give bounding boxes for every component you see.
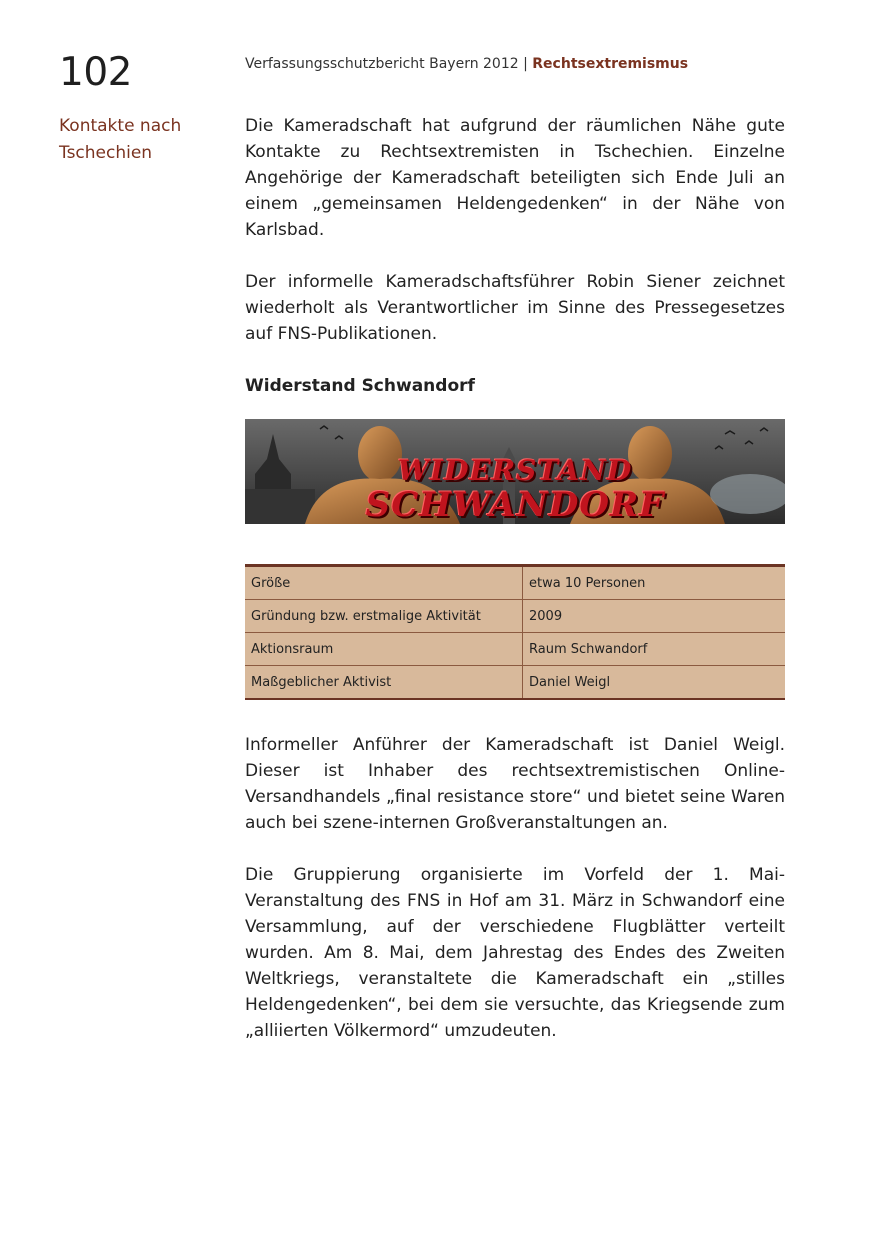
table-cell-label: Größe bbox=[245, 566, 523, 600]
table-cell-value: Daniel Weigl bbox=[523, 666, 786, 700]
running-header bbox=[245, 56, 688, 72]
table-row bbox=[245, 600, 785, 633]
group-banner-image bbox=[245, 419, 785, 524]
table-cell-value: Raum Schwandorf bbox=[523, 633, 786, 666]
paragraph-activities: Die Gruppierung organisierte im Vorfeld der 1. Mai-Veranstaltung des FNS in Hof am 31. März in Schwandorf eine Versammlung, auf der verschiedene Flugblätter verteilt wurden. Am 8. Mai, dem Jahrestag des Endes des Zweiten Weltkriegs, veranstaltete die Kameradschaft ein „stilles Heldengedenken“, bei dem sie versuchte, das Kriegsende zum „alliierten Völkermord“ umzudeuten. bbox=[245, 865, 785, 1041]
section-subheading: Widerstand Schwandorf bbox=[245, 376, 475, 396]
table-cell-value: 2009 bbox=[523, 600, 786, 633]
paragraph-informal-leader: Informeller Anführer der Kameradschaft ist Daniel Weigl. Dieser ist Inhaber des rechtsextremistischen Online-Versandhandels „final resistance store“ und bietet seine Waren auch bei szene-internen Großveranstaltungen an. bbox=[245, 735, 785, 833]
table-cell-label: Maßgeblicher Aktivist bbox=[245, 666, 523, 700]
paragraph-contacts: Die Kameradschaft hat aufgrund der räumlichen Nähe gute Kontakte zu Rechtsextremisten in Tschechien. Einzelne Angehörige der Kameradschaft beteiligten sich Ende Juli an einem „gemeinsamen Heldengedenken“ in der Nähe von Karlsbad. bbox=[245, 116, 785, 240]
margin-note-line: Kontakte nach bbox=[59, 116, 182, 136]
page-number: 102 bbox=[59, 50, 132, 95]
banner-title-line2: SCHWANDORF bbox=[365, 485, 665, 524]
banner-title-line1: WIDERSTAND bbox=[397, 454, 633, 487]
table-cell-label: Aktionsraum bbox=[245, 633, 523, 666]
table-cell-value: etwa 10 Personen bbox=[523, 566, 786, 600]
table-cell-label: Gründung bzw. erstmalige Aktivität bbox=[245, 600, 523, 633]
paragraph-leader: Der informelle Kameradschaftsführer Robin Siener zeichnet wiederholt als Verantwortlicher im Sinne des Pressegesetzes auf FNS-Publikationen. bbox=[245, 272, 785, 344]
margin-note bbox=[59, 113, 229, 167]
table-row bbox=[245, 566, 785, 600]
main-content bbox=[245, 113, 785, 1070]
report-title: Verfassungsschutzbericht Bayern 2012 | bbox=[245, 56, 533, 72]
table-row bbox=[245, 633, 785, 666]
table-row bbox=[245, 666, 785, 700]
facts-table bbox=[245, 564, 785, 700]
section-title: Rechtsextremismus bbox=[532, 56, 689, 72]
margin-note-line: Tschechien bbox=[59, 143, 153, 163]
